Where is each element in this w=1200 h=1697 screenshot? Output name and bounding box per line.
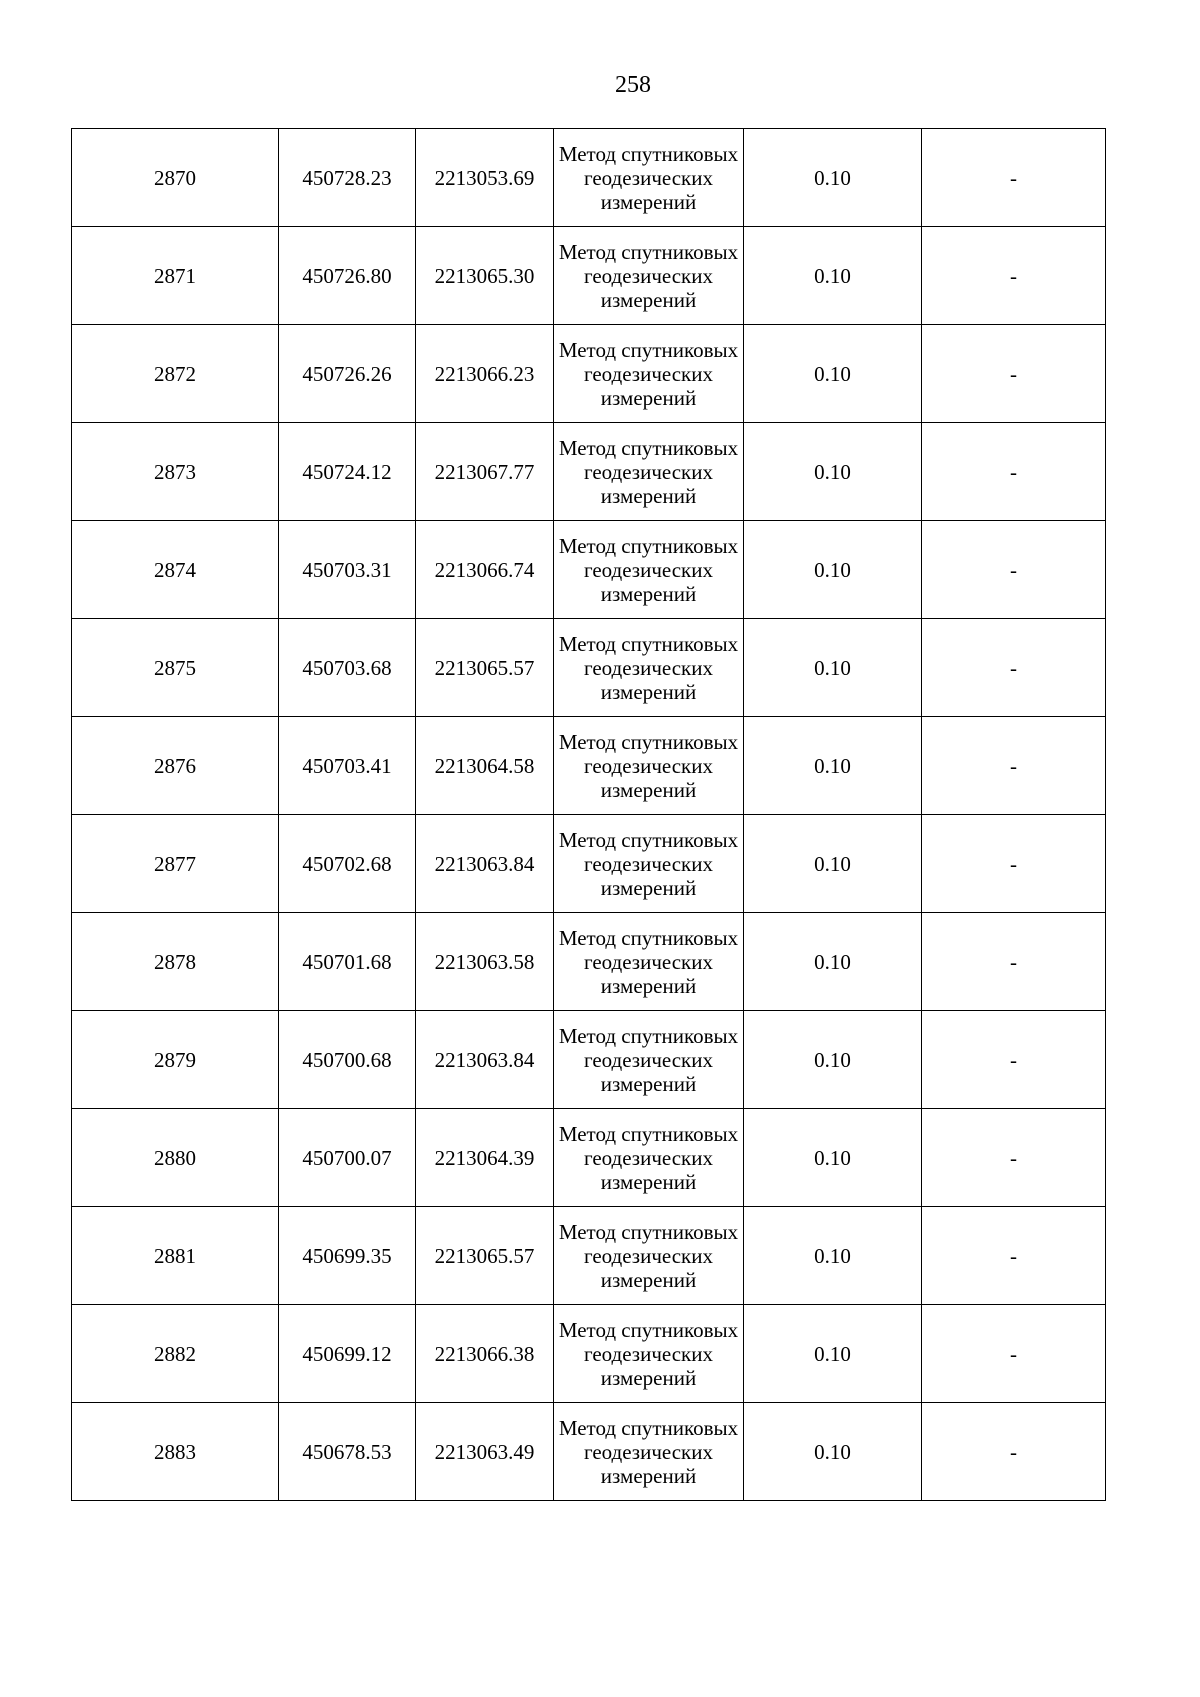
method-cell: Метод спутниковых геодезических измерений bbox=[554, 913, 744, 1011]
method-cell: Метод спутниковых геодезических измерений bbox=[554, 227, 744, 325]
y-coordinate-cell: 2213064.39 bbox=[416, 1109, 554, 1207]
method-cell: Метод спутниковых геодезических измерений bbox=[554, 717, 744, 815]
x-coordinate-cell: 450701.68 bbox=[279, 913, 416, 1011]
point-number-cell: 2874 bbox=[72, 521, 279, 619]
method-cell: Метод спутниковых геодезических измерений bbox=[554, 815, 744, 913]
note-cell: - bbox=[922, 717, 1106, 815]
note-cell: - bbox=[922, 521, 1106, 619]
accuracy-cell: 0.10 bbox=[744, 1403, 922, 1501]
y-coordinate-cell: 2213066.38 bbox=[416, 1305, 554, 1403]
y-coordinate-cell: 2213063.58 bbox=[416, 913, 554, 1011]
x-coordinate-cell: 450703.68 bbox=[279, 619, 416, 717]
x-coordinate-cell: 450700.68 bbox=[279, 1011, 416, 1109]
x-coordinate-cell: 450699.12 bbox=[279, 1305, 416, 1403]
table-row bbox=[72, 913, 1106, 1011]
method-cell: Метод спутниковых геодезических измерений bbox=[554, 423, 744, 521]
note-cell: - bbox=[922, 1011, 1106, 1109]
x-coordinate-cell: 450728.23 bbox=[279, 129, 416, 227]
accuracy-cell: 0.10 bbox=[744, 1207, 922, 1305]
coordinates-table-body bbox=[72, 129, 1106, 1501]
method-cell: Метод спутниковых геодезических измерений bbox=[554, 1011, 744, 1109]
y-coordinate-cell: 2213065.30 bbox=[416, 227, 554, 325]
y-coordinate-cell: 2213064.58 bbox=[416, 717, 554, 815]
x-coordinate-cell: 450700.07 bbox=[279, 1109, 416, 1207]
accuracy-cell: 0.10 bbox=[744, 1305, 922, 1403]
accuracy-cell: 0.10 bbox=[744, 129, 922, 227]
point-number-cell: 2883 bbox=[72, 1403, 279, 1501]
x-coordinate-cell: 450678.53 bbox=[279, 1403, 416, 1501]
point-number-cell: 2870 bbox=[72, 129, 279, 227]
accuracy-cell: 0.10 bbox=[744, 521, 922, 619]
table-row bbox=[72, 129, 1106, 227]
table-row bbox=[72, 325, 1106, 423]
point-number-cell: 2882 bbox=[72, 1305, 279, 1403]
y-coordinate-cell: 2213063.84 bbox=[416, 1011, 554, 1109]
table-row bbox=[72, 1207, 1106, 1305]
method-cell: Метод спутниковых геодезических измерений bbox=[554, 1207, 744, 1305]
point-number-cell: 2875 bbox=[72, 619, 279, 717]
y-coordinate-cell: 2213063.84 bbox=[416, 815, 554, 913]
note-cell: - bbox=[922, 913, 1106, 1011]
accuracy-cell: 0.10 bbox=[744, 325, 922, 423]
accuracy-cell: 0.10 bbox=[744, 913, 922, 1011]
accuracy-cell: 0.10 bbox=[744, 227, 922, 325]
x-coordinate-cell: 450703.41 bbox=[279, 717, 416, 815]
coordinates-table-container bbox=[71, 128, 1105, 1501]
note-cell: - bbox=[922, 815, 1106, 913]
table-row bbox=[72, 423, 1106, 521]
x-coordinate-cell: 450699.35 bbox=[279, 1207, 416, 1305]
method-cell: Метод спутниковых геодезических измерений bbox=[554, 1403, 744, 1501]
table-row bbox=[72, 619, 1106, 717]
method-cell: Метод спутниковых геодезических измерений bbox=[554, 1305, 744, 1403]
x-coordinate-cell: 450724.12 bbox=[279, 423, 416, 521]
accuracy-cell: 0.10 bbox=[744, 1011, 922, 1109]
y-coordinate-cell: 2213066.74 bbox=[416, 521, 554, 619]
method-cell: Метод спутниковых геодезических измерений bbox=[554, 1109, 744, 1207]
accuracy-cell: 0.10 bbox=[744, 717, 922, 815]
note-cell: - bbox=[922, 227, 1106, 325]
method-cell: Метод спутниковых геодезических измерений bbox=[554, 521, 744, 619]
point-number-cell: 2872 bbox=[72, 325, 279, 423]
method-cell: Метод спутниковых геодезических измерений bbox=[554, 619, 744, 717]
y-coordinate-cell: 2213063.49 bbox=[416, 1403, 554, 1501]
note-cell: - bbox=[922, 1109, 1106, 1207]
accuracy-cell: 0.10 bbox=[744, 1109, 922, 1207]
note-cell: - bbox=[922, 129, 1106, 227]
x-coordinate-cell: 450703.31 bbox=[279, 521, 416, 619]
note-cell: - bbox=[922, 1305, 1106, 1403]
y-coordinate-cell: 2213053.69 bbox=[416, 129, 554, 227]
coordinates-table bbox=[71, 128, 1106, 1501]
x-coordinate-cell: 450726.80 bbox=[279, 227, 416, 325]
page-number: 258 bbox=[615, 72, 651, 98]
accuracy-cell: 0.10 bbox=[744, 619, 922, 717]
point-number-cell: 2871 bbox=[72, 227, 279, 325]
note-cell: - bbox=[922, 1207, 1106, 1305]
point-number-cell: 2873 bbox=[72, 423, 279, 521]
note-cell: - bbox=[922, 1403, 1106, 1501]
table-row bbox=[72, 717, 1106, 815]
note-cell: - bbox=[922, 619, 1106, 717]
table-row bbox=[72, 1305, 1106, 1403]
y-coordinate-cell: 2213065.57 bbox=[416, 619, 554, 717]
table-row bbox=[72, 521, 1106, 619]
y-coordinate-cell: 2213066.23 bbox=[416, 325, 554, 423]
table-row bbox=[72, 815, 1106, 913]
table-row bbox=[72, 227, 1106, 325]
note-cell: - bbox=[922, 423, 1106, 521]
point-number-cell: 2876 bbox=[72, 717, 279, 815]
point-number-cell: 2878 bbox=[72, 913, 279, 1011]
point-number-cell: 2879 bbox=[72, 1011, 279, 1109]
method-cell: Метод спутниковых геодезических измерений bbox=[554, 325, 744, 423]
accuracy-cell: 0.10 bbox=[744, 815, 922, 913]
note-cell: - bbox=[922, 325, 1106, 423]
accuracy-cell: 0.10 bbox=[744, 423, 922, 521]
method-cell: Метод спутниковых геодезических измерений bbox=[554, 129, 744, 227]
table-row bbox=[72, 1109, 1106, 1207]
point-number-cell: 2881 bbox=[72, 1207, 279, 1305]
table-row bbox=[72, 1011, 1106, 1109]
table-row bbox=[72, 1403, 1106, 1501]
x-coordinate-cell: 450726.26 bbox=[279, 325, 416, 423]
x-coordinate-cell: 450702.68 bbox=[279, 815, 416, 913]
point-number-cell: 2880 bbox=[72, 1109, 279, 1207]
point-number-cell: 2877 bbox=[72, 815, 279, 913]
y-coordinate-cell: 2213067.77 bbox=[416, 423, 554, 521]
y-coordinate-cell: 2213065.57 bbox=[416, 1207, 554, 1305]
